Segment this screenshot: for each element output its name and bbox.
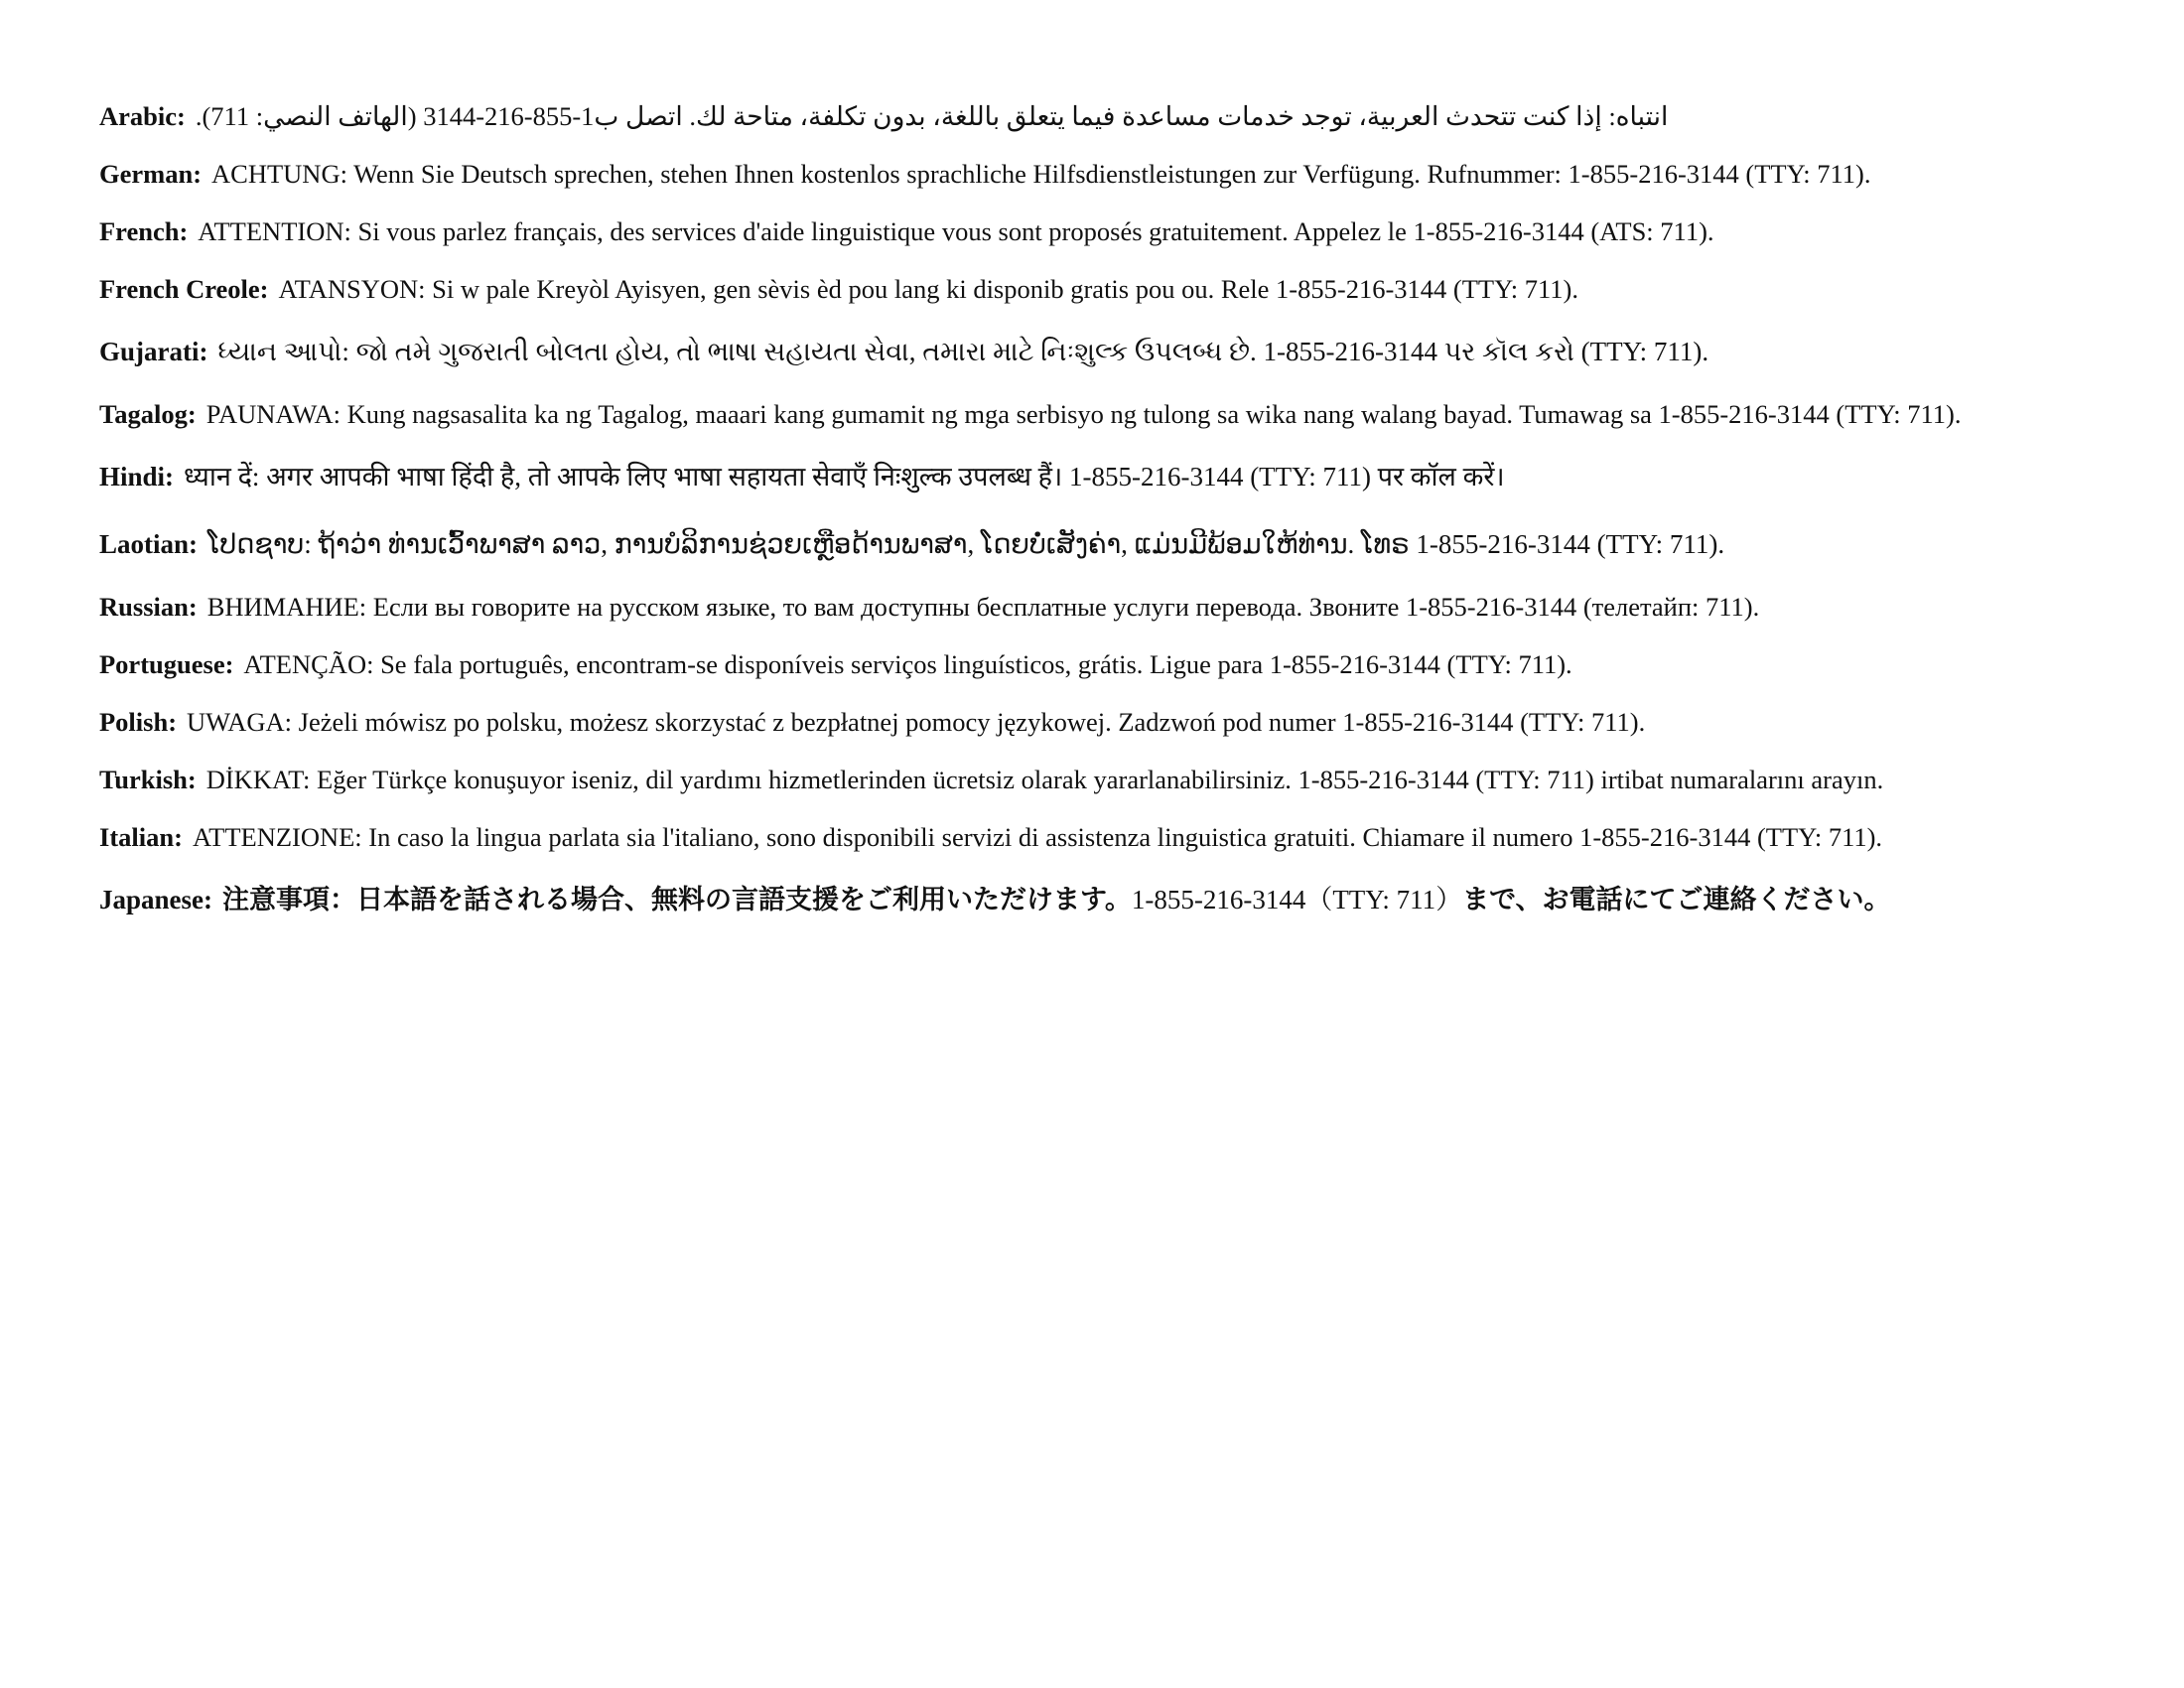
language-label: Hindi:: [99, 462, 175, 492]
entry-polish: [99, 701, 2095, 743]
entry-japanese: [99, 874, 2095, 926]
entry-text: ATTENZIONE: In caso la lingua parlata sia l'italiano, sono disponibili servizi di assistenza linguistica gratuiti. Chiamare il numero 1-855-216-3144 (TTY: 711).: [192, 822, 1883, 852]
language-label: French:: [99, 216, 189, 246]
language-label: Arabic:: [99, 101, 186, 131]
entry-text: [222, 885, 1891, 915]
entry-french: [99, 211, 2095, 252]
language-label: French Creole:: [99, 274, 269, 304]
entry-text: DİKKAT: Eğer Türkçe konuşuyor iseniz, dil yardımı hizmetlerinden ücretsiz olarak yararlanabilirsiniz. 1-855-216-3144 (TTY: 711) irtibat numaralarını arayın.: [205, 765, 1884, 794]
language-label: Russian:: [99, 592, 198, 622]
language-label: Portuguese:: [99, 649, 234, 679]
entry-text: ध्यान दें: अगर आपकी भाषा हिंदी है, तो आपके लिए भाषा सहायता सेवाएँ निःशुल्क उपलब्ध हैं। 1-855-216-3144 (TTY: 711) पर कॉल करें।: [184, 462, 1505, 492]
entry-text-part-1: 注意事項：日本語を話される場合、無料の言語支援をご利用いただけます。: [222, 885, 1132, 915]
entry-text: UWAGA: Jeżeli mówisz po polsku, możesz skorzystać z bezpłatnej pomocy językowej. Zadzwoń pod numer 1-855-216-3144 (TTY: 711).: [187, 707, 1646, 737]
entry-text-phone: 1-855-216-3144（TTY: 711）: [1131, 885, 1463, 914]
entry-laotian: [99, 518, 2095, 570]
language-label: Gujarati:: [99, 337, 208, 366]
language-label: Turkish:: [99, 765, 197, 794]
language-assistance-notice: [99, 95, 2095, 942]
entry-portuguese: [99, 643, 2095, 685]
entry-arabic: [99, 95, 2095, 137]
entry-text: ATENÇÃO: Se fala português, encontram-se disponíveis serviços linguísticos, grátis. Ligue para 1-855-216-3144 (TTY: 711).: [243, 649, 1572, 679]
entry-text: ATTENTION: Si vous parlez français, des services d'aide linguistique vous sont proposés gratuitement. Appelez le 1-855-216-3144 (ATS: 711).: [198, 216, 1714, 246]
language-label: Polish:: [99, 707, 178, 737]
language-label: Tagalog:: [99, 399, 197, 429]
entry-text: ໂປດຊາບ: ຖ້າວ່າ ທ່ານເວົ້າພາສາ ລາວ, ການບໍລິການຊ່ວຍເຫຼືອດ້ານພາສາ, ໂດຍບໍ່ເສັງຄ່າ, ແມ່ນມີພ້ອມໃຫ້ທ່ານ. ໂທຣ 1-855-216-3144 (TTY: 711).: [207, 529, 1725, 559]
entry-russian: [99, 586, 2095, 628]
entry-tagalog: [99, 393, 2095, 435]
entry-text: ACHTUNG: Wenn Sie Deutsch sprechen, stehen Ihnen kostenlos sprachliche Hilfsdienstleistungen zur Verfügung. Rufnummer: 1-855-216-3144 (TTY: 711).: [211, 159, 1871, 189]
entry-text: ATANSYON: Si w pale Kreyòl Ayisyen, gen sèvis èd pou lang ki disponib gratis pou ou. Rele 1-855-216-3144 (TTY: 711).: [278, 274, 1578, 304]
language-label: Laotian:: [99, 529, 199, 559]
entry-text: PAUNAWA: Kung nagsasalita ka ng Tagalog, maaari kang gumamit ng mga serbisyo ng tulong sa wika nang walang bayad. Tumawag sa 1-855-216-3144 (TTY: 711).: [205, 399, 1962, 429]
entry-german: [99, 153, 2095, 195]
language-label: Japanese:: [99, 885, 212, 914]
entry-italian: [99, 816, 2095, 858]
entry-gujarati: [99, 326, 2095, 377]
entry-text: انتباه: إذا كنت تتحدث العربية، توجد خدمات مساعدة فيما يتعلق باللغة، بدون تكلفة، متاحة لك. اتصل ب1-855-216-3144 (الهاتف النصي: 711).: [195, 101, 1669, 131]
entry-french-creole: [99, 268, 2095, 310]
language-label: German:: [99, 159, 203, 189]
entry-hindi: [99, 451, 2095, 502]
entry-turkish: [99, 759, 2095, 800]
entry-text: ધ્યાન આપો: જો તમે ગુજરાતી બોલતા હોય, તો ભાષા સહાયતા સેવા, તમારા માટે નિઃશુલ્ક ઉપલબ્ધ છે. 1-855-216-3144 પર કૉલ કરો (TTY: 711).: [217, 337, 1709, 366]
entry-text-part-3: まで、お電話にてご連絡ください。: [1462, 885, 1891, 915]
language-label: Italian:: [99, 822, 183, 852]
entry-text: ВНИМАНИЕ: Если вы говорите на русском языке, то вам доступны бесплатные услуги перевода. Звоните 1-855-216-3144 (телетайп: 711).: [206, 592, 1760, 622]
